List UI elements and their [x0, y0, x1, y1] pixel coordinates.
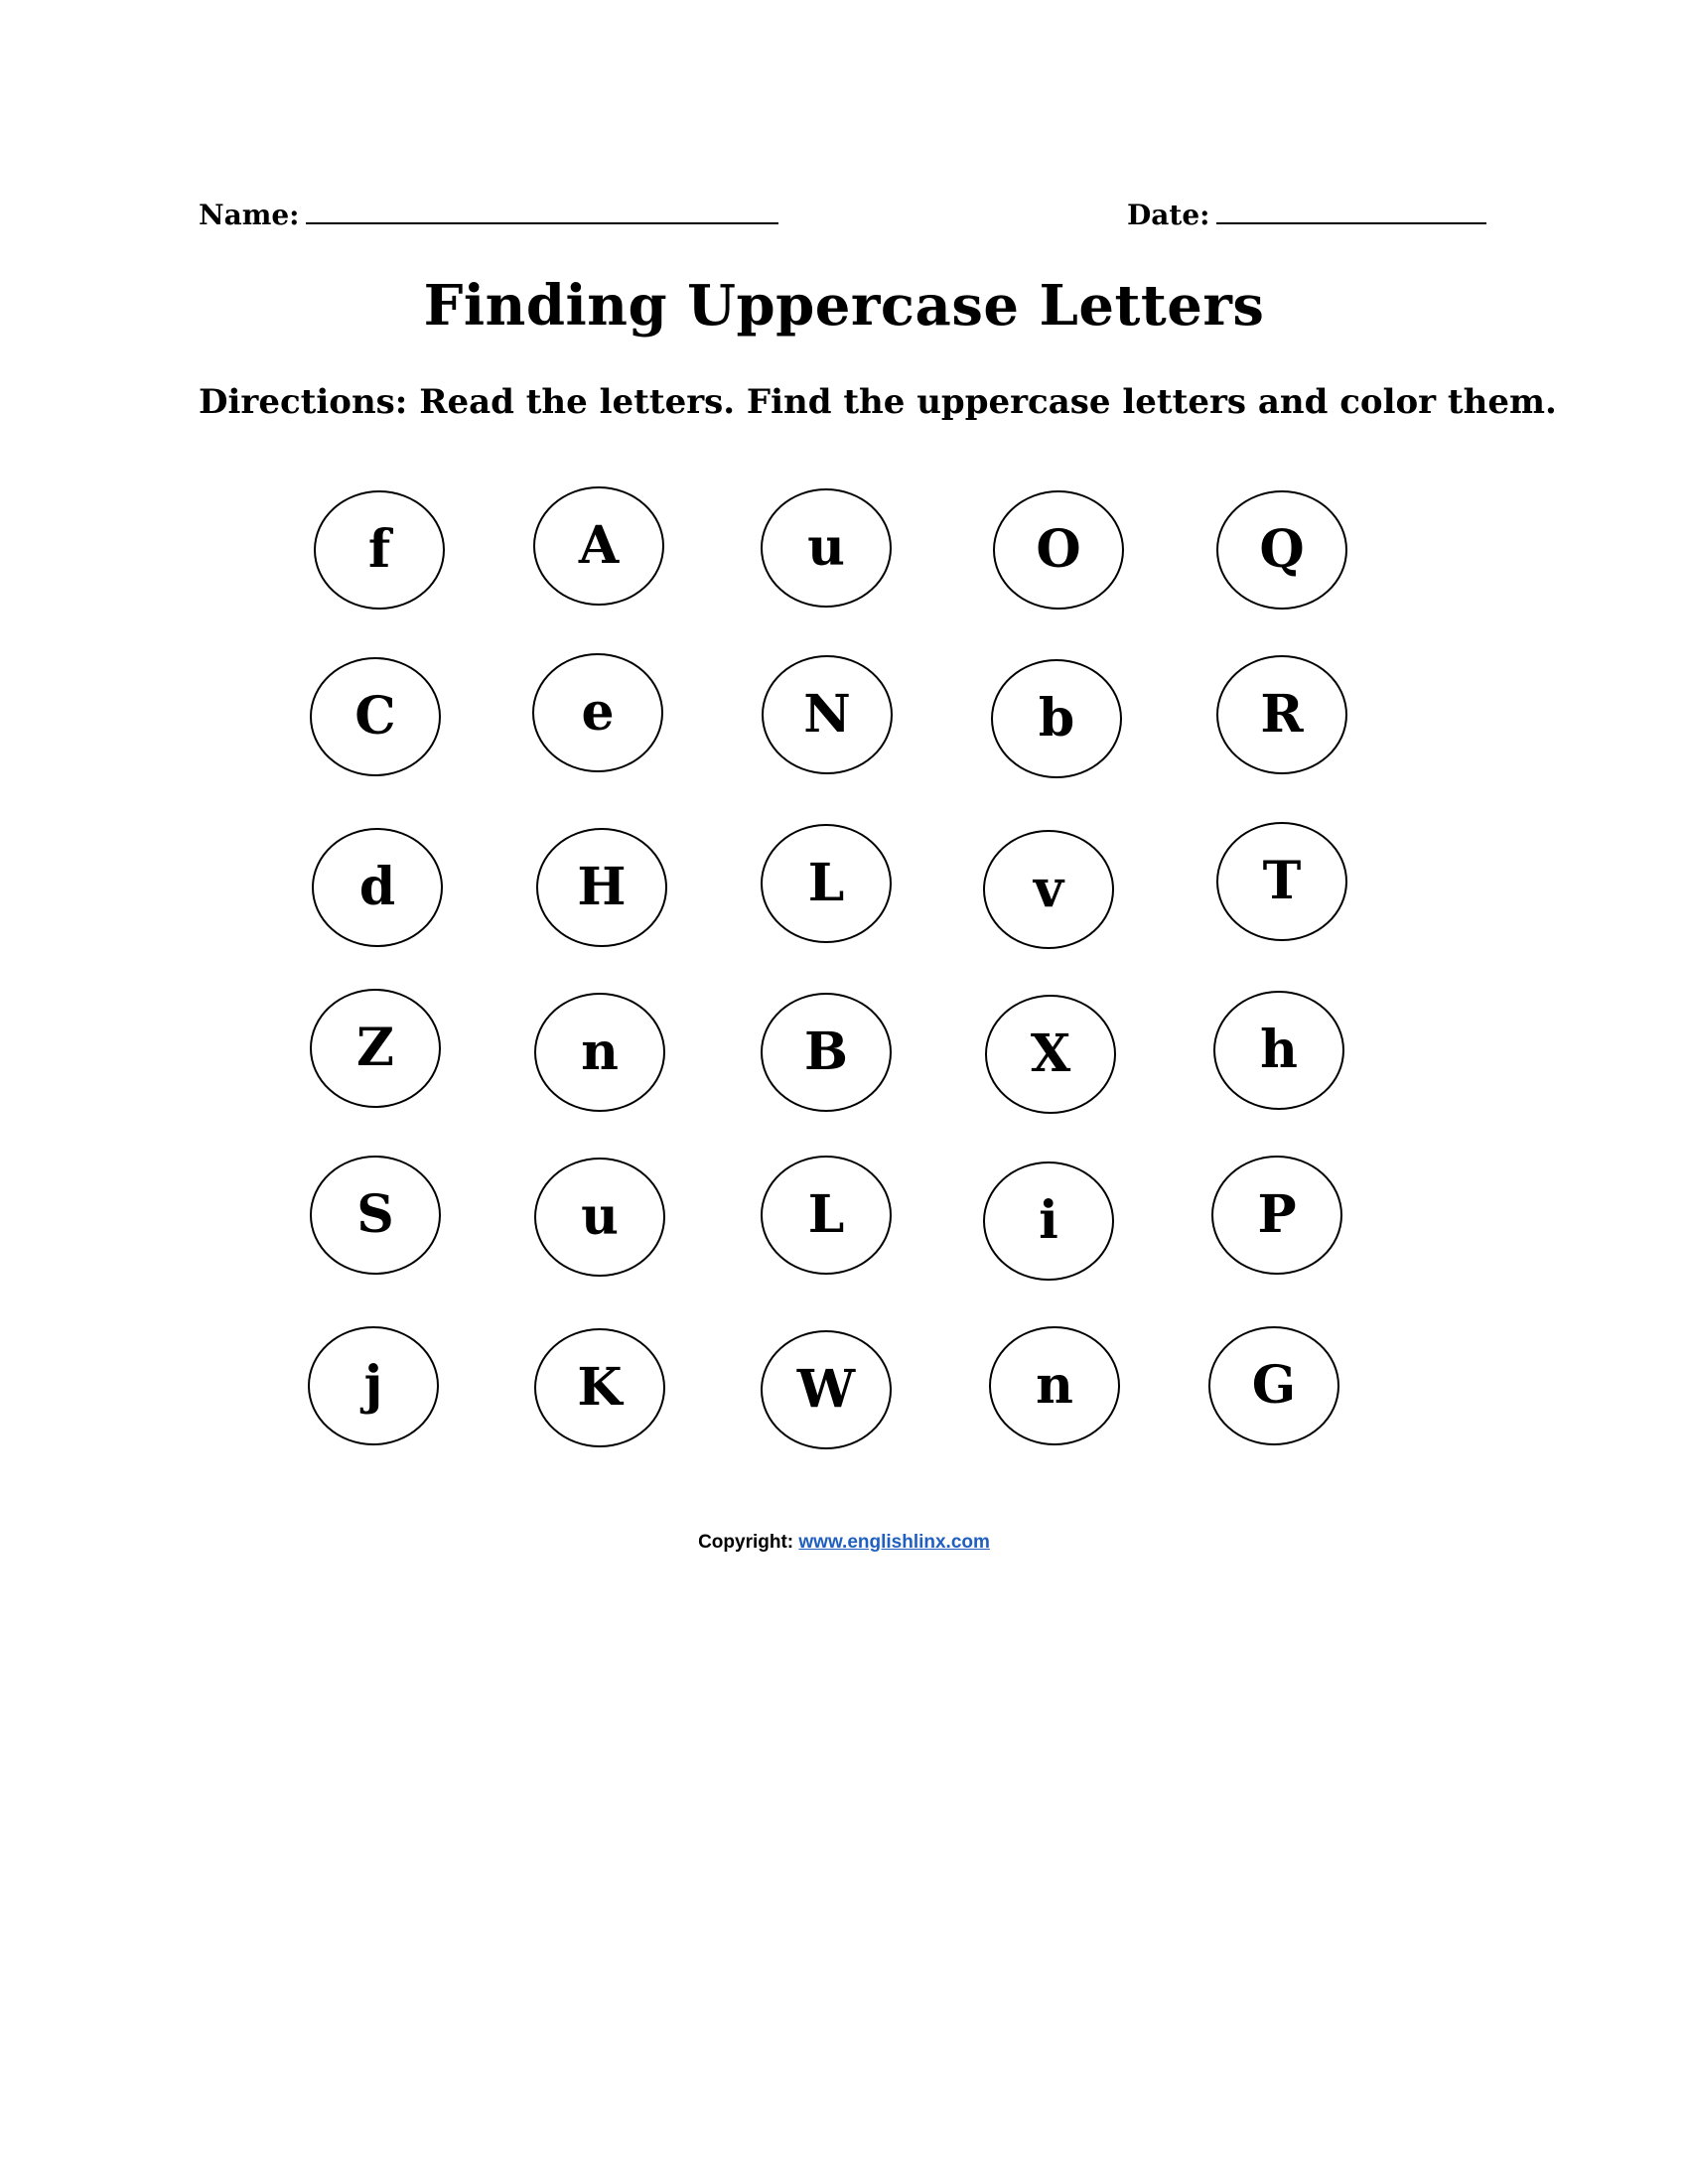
letter-circle[interactable] — [310, 657, 441, 776]
letter-text: h — [1260, 1020, 1298, 1080]
letter-circle[interactable] — [761, 1330, 892, 1449]
directions-text: Directions: Read the letters. Find the uppercase letters and color them. — [199, 382, 1557, 422]
letter-text: W — [796, 1359, 856, 1420]
letter-text: K — [577, 1357, 623, 1418]
letter-text: O — [1036, 519, 1081, 580]
letter-text: N — [803, 684, 851, 745]
letter-text: Z — [356, 1018, 394, 1078]
letter-text: R — [1260, 684, 1304, 745]
letter-circle[interactable] — [534, 993, 665, 1112]
letter-circle[interactable] — [1216, 490, 1347, 610]
letter-text: i — [1039, 1190, 1058, 1251]
letter-grid — [308, 486, 1360, 1459]
letter-circle[interactable] — [312, 828, 443, 947]
letter-circle[interactable] — [1213, 991, 1344, 1110]
letter-text: A — [578, 515, 620, 576]
letter-circle[interactable] — [761, 824, 892, 943]
letter-circle[interactable] — [1211, 1156, 1342, 1275]
letter-text: v — [1033, 859, 1064, 919]
date-label: Date: — [1127, 199, 1210, 231]
date-blank-line[interactable] — [1216, 199, 1486, 224]
header-row — [199, 199, 1479, 238]
letter-circle[interactable] — [991, 659, 1122, 778]
letter-text: X — [1030, 1024, 1071, 1084]
letter-circle[interactable] — [985, 995, 1116, 1114]
letter-text: d — [358, 857, 396, 917]
letter-circle[interactable] — [533, 486, 664, 606]
letter-circle[interactable] — [1216, 655, 1347, 774]
letter-circle[interactable] — [532, 653, 663, 772]
letter-text: n — [1036, 1355, 1073, 1416]
letter-circle[interactable] — [993, 490, 1124, 610]
name-blank-line[interactable] — [306, 199, 778, 224]
name-field[interactable] — [199, 199, 778, 231]
date-field[interactable] — [1127, 199, 1486, 231]
letter-circle[interactable] — [761, 488, 892, 608]
letter-circle[interactable] — [314, 490, 445, 610]
letter-text: j — [363, 1355, 383, 1416]
letter-text: S — [356, 1184, 394, 1245]
page-title: Finding Uppercase Letters — [423, 273, 1265, 339]
letter-text: L — [807, 1184, 845, 1245]
letter-text: u — [581, 1186, 619, 1247]
letter-text: b — [1038, 688, 1075, 749]
letter-text: T — [1262, 851, 1302, 911]
letter-text: G — [1251, 1355, 1297, 1416]
letter-circle[interactable] — [308, 1326, 439, 1445]
letter-text: Q — [1259, 519, 1305, 580]
letter-text: u — [807, 517, 845, 578]
letter-circle[interactable] — [536, 828, 667, 947]
copyright-label: Copyright: — [698, 1532, 794, 1553]
letter-circle[interactable] — [983, 830, 1114, 949]
letter-text: f — [367, 519, 391, 580]
letter-text: H — [577, 857, 627, 917]
letter-circle[interactable] — [1208, 1326, 1339, 1445]
letter-circle[interactable] — [761, 1156, 892, 1275]
letter-circle[interactable] — [310, 1156, 441, 1275]
letter-circle[interactable] — [534, 1158, 665, 1277]
copyright-footer — [0, 1532, 1688, 1554]
letter-circle[interactable] — [761, 993, 892, 1112]
letter-circle[interactable] — [983, 1161, 1114, 1281]
letter-text: B — [804, 1022, 848, 1082]
letter-text: n — [581, 1022, 619, 1082]
website-link[interactable]: www.englishlinx.com — [798, 1532, 990, 1553]
name-label: Name: — [199, 199, 300, 231]
letter-text: e — [581, 682, 615, 743]
letter-circle[interactable] — [989, 1326, 1120, 1445]
letter-text: P — [1257, 1184, 1297, 1245]
letter-circle[interactable] — [762, 655, 893, 774]
letter-circle[interactable] — [1216, 822, 1347, 941]
letter-text: C — [354, 686, 396, 747]
letter-text: L — [807, 853, 845, 913]
letter-circle[interactable] — [534, 1328, 665, 1447]
letter-circle[interactable] — [310, 989, 441, 1108]
